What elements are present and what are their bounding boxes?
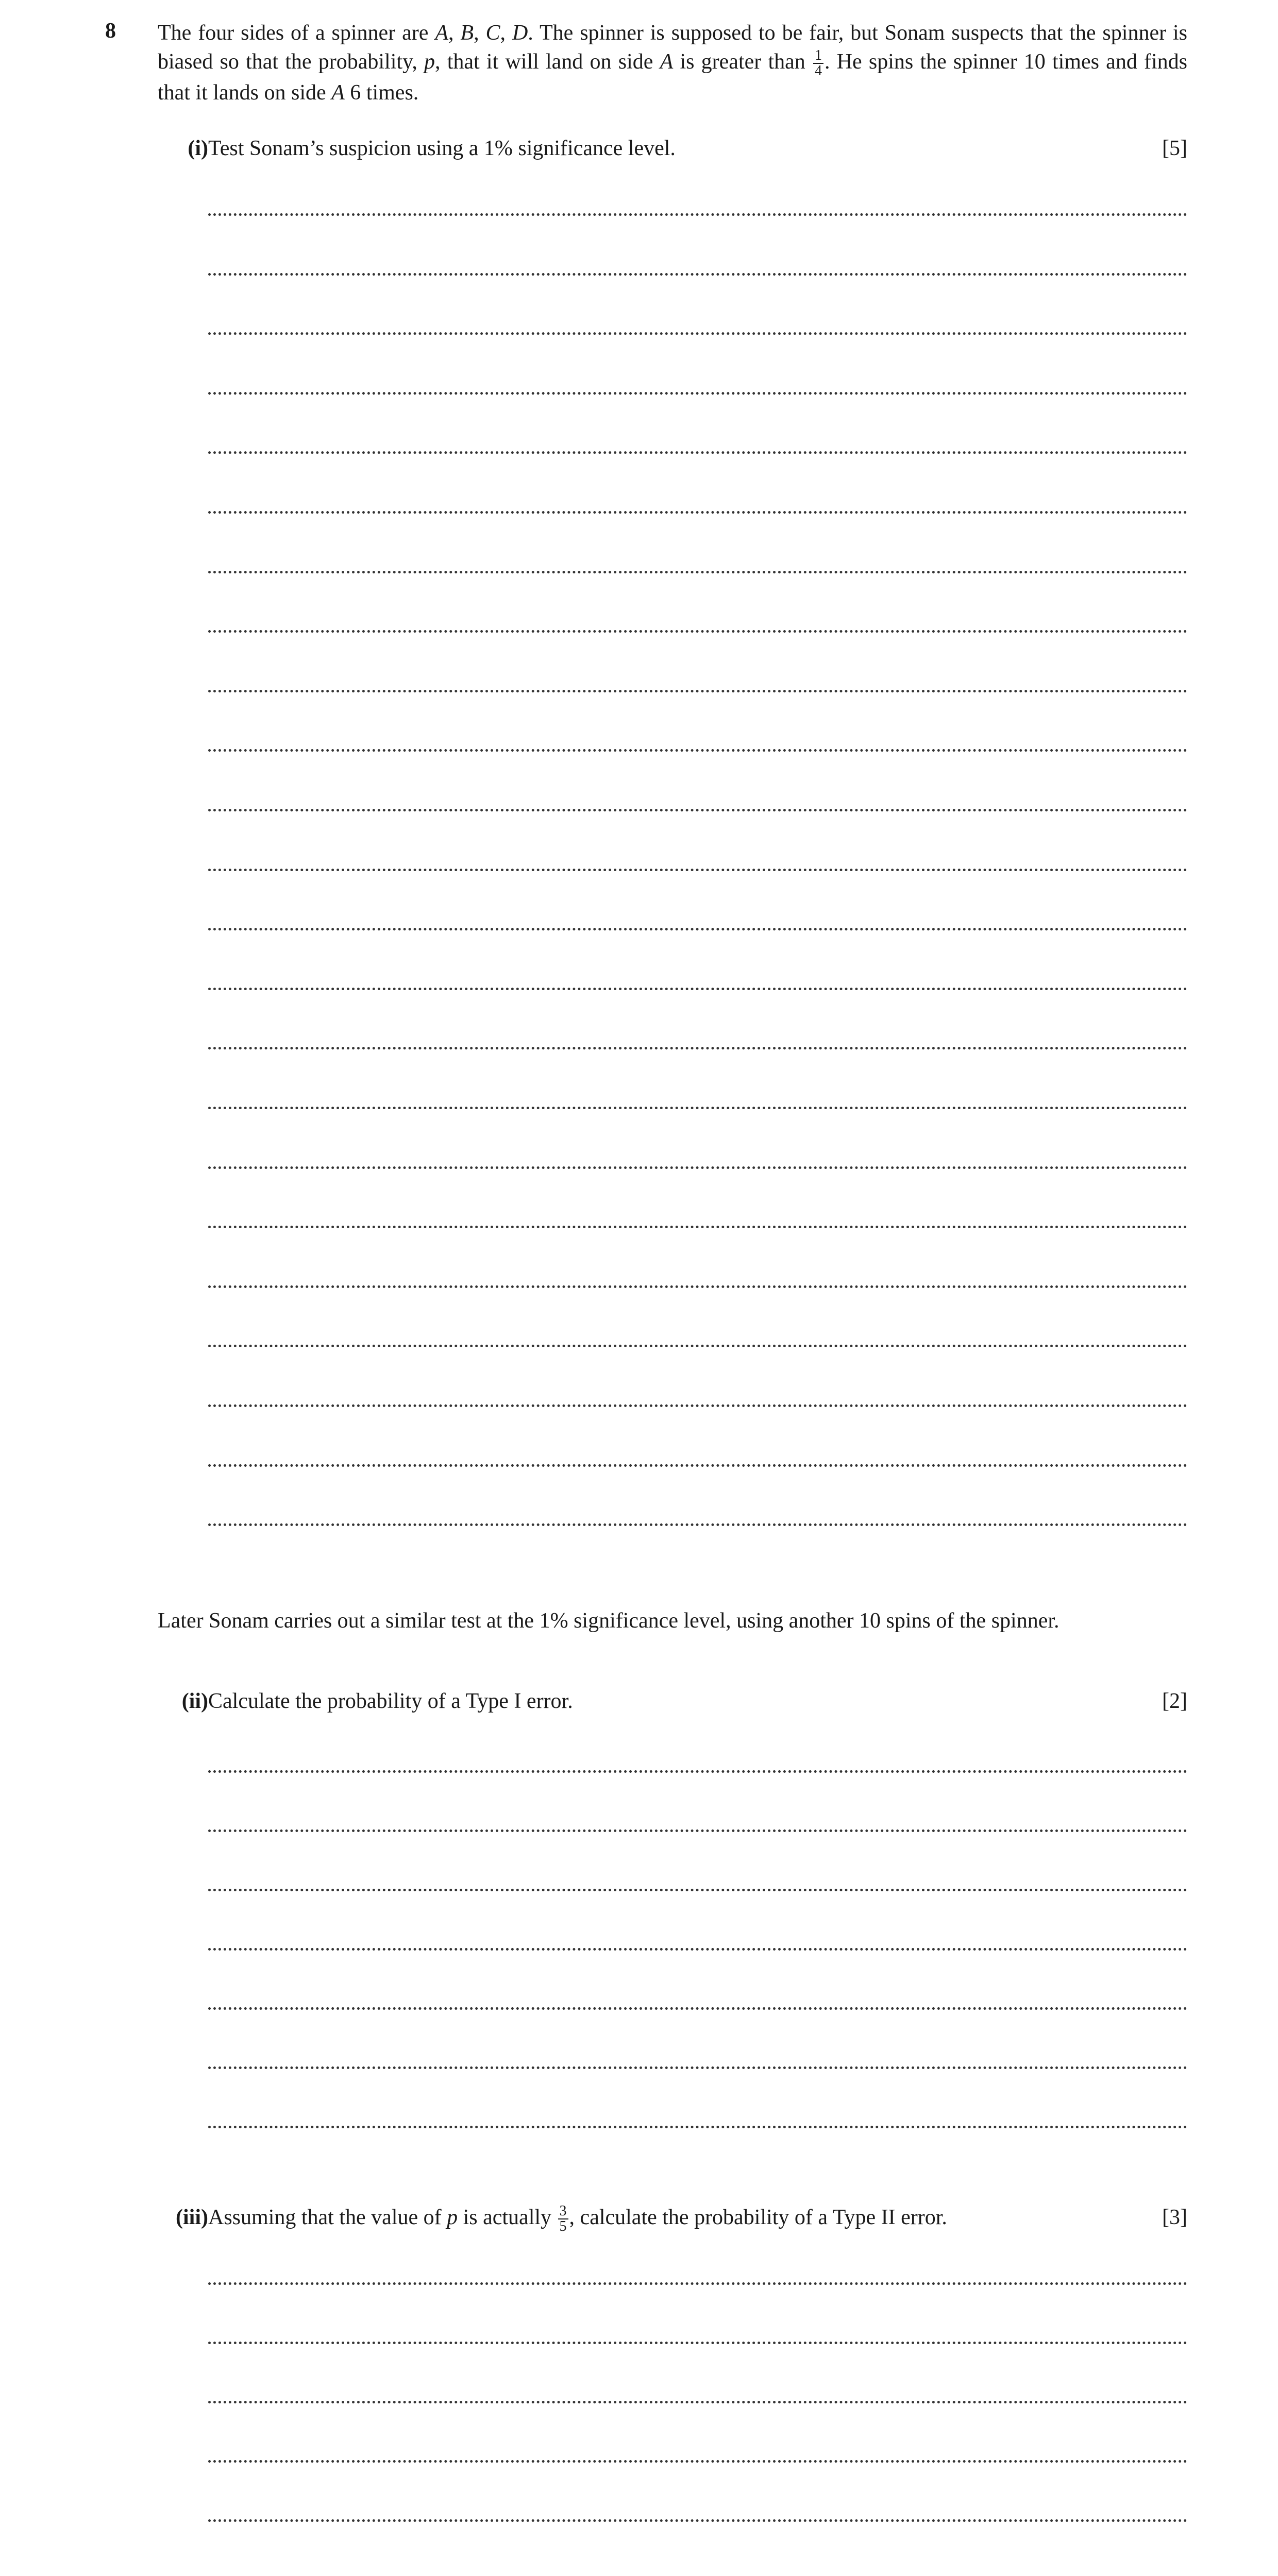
answer-line[interactable] xyxy=(208,988,1187,990)
answer-line[interactable] xyxy=(208,213,1187,216)
marks-allocation: [5] xyxy=(1162,137,1187,160)
part-iii-heading xyxy=(0,2203,1278,2232)
answer-line[interactable] xyxy=(208,1948,1187,1951)
answer-line[interactable] xyxy=(208,749,1187,752)
answer-line[interactable] xyxy=(208,392,1187,395)
answer-line[interactable] xyxy=(208,332,1187,335)
variable-a: A xyxy=(331,81,345,105)
part-text-segment: Assuming that the value of xyxy=(208,2206,447,2229)
answer-line[interactable] xyxy=(208,1285,1187,1288)
stem-text: , xyxy=(474,21,486,45)
part-text-segment: is actually xyxy=(458,2206,557,2229)
variable-d: D xyxy=(512,21,528,45)
marks-allocation: [2] xyxy=(1162,1689,1187,1713)
part-i-heading xyxy=(0,134,1278,163)
answer-line[interactable] xyxy=(208,1107,1187,1109)
answer-line[interactable] xyxy=(208,809,1187,811)
answer-line[interactable] xyxy=(208,690,1187,692)
answer-line[interactable] xyxy=(208,2007,1187,2010)
stem-text: , xyxy=(448,21,461,45)
variable-p: p xyxy=(447,2206,458,2229)
answer-line[interactable] xyxy=(208,1404,1187,1407)
stem-text: , that it will land on side xyxy=(435,50,660,74)
variable-b: B xyxy=(460,21,474,45)
answer-line[interactable] xyxy=(208,1889,1187,1891)
question-number: 8 xyxy=(105,19,116,43)
part-label: (ii) xyxy=(181,1689,208,1713)
answer-line[interactable] xyxy=(208,2342,1187,2344)
fraction-one-quarter xyxy=(813,48,823,78)
answer-line[interactable] xyxy=(208,2401,1187,2403)
answer-line[interactable] xyxy=(208,451,1187,454)
question-stem xyxy=(158,19,1187,107)
answer-line[interactable] xyxy=(208,571,1187,573)
stem-text: The four sides of a spinner are xyxy=(158,21,435,45)
stem-text: 6 times. xyxy=(344,81,419,105)
later-text: Later Sonam carries out a similar test at the 1% significance level, using another 10 spins of the spinner. xyxy=(158,1609,1060,1633)
answer-line[interactable] xyxy=(208,2066,1187,2069)
part-question-text xyxy=(208,2203,947,2234)
stem-text: is greater than xyxy=(673,50,812,74)
answer-line[interactable] xyxy=(208,273,1187,276)
answer-line[interactable] xyxy=(208,1226,1187,1228)
answer-line[interactable] xyxy=(208,869,1187,871)
answer-line[interactable] xyxy=(208,1047,1187,1049)
variable-c: C xyxy=(485,21,500,45)
variable-a: A xyxy=(660,50,674,74)
part-question-text: Calculate the probability of a Type I error. xyxy=(208,1689,573,1713)
answer-line[interactable] xyxy=(208,2519,1187,2522)
answer-line[interactable] xyxy=(208,630,1187,633)
part-text-segment: , calculate the probability of a Type II error. xyxy=(569,2206,947,2229)
answer-line[interactable] xyxy=(208,2460,1187,2463)
fraction-three-fifths xyxy=(558,2204,568,2234)
answer-line[interactable] xyxy=(208,2282,1187,2285)
answer-line[interactable] xyxy=(208,511,1187,514)
part-question-text: Test Sonam’s suspicion using a 1% significance level. xyxy=(208,137,676,160)
answer-line[interactable] xyxy=(208,1166,1187,1169)
answer-line[interactable] xyxy=(208,928,1187,930)
fraction-denominator: 4 xyxy=(814,63,822,79)
part-ii-heading xyxy=(0,1687,1278,1716)
answer-line[interactable] xyxy=(208,1770,1187,1773)
stem-text: , xyxy=(500,21,512,45)
answer-line[interactable] xyxy=(208,1464,1187,1467)
fraction-numerator: 1 xyxy=(813,48,823,64)
answer-line[interactable] xyxy=(208,1345,1187,1347)
fraction-denominator: 5 xyxy=(559,2218,567,2234)
fraction-numerator: 3 xyxy=(558,2204,568,2219)
answer-line[interactable] xyxy=(208,1523,1187,1526)
variable-p: p xyxy=(424,50,435,74)
part-label: (i) xyxy=(188,137,208,160)
stem-text: . The spinner is supposed to be fair, but Sonam suspects that the spinner is biased so that the probability, xyxy=(158,21,1188,74)
answer-line[interactable] xyxy=(208,2126,1187,2128)
stem-text: . He spins the spinner 10 times and finds that it lands on side xyxy=(158,50,1188,105)
answer-line[interactable] xyxy=(208,1829,1187,1832)
variable-a: A xyxy=(435,21,448,45)
marks-allocation: [3] xyxy=(1162,2206,1187,2229)
part-label: (iii) xyxy=(176,2206,208,2229)
